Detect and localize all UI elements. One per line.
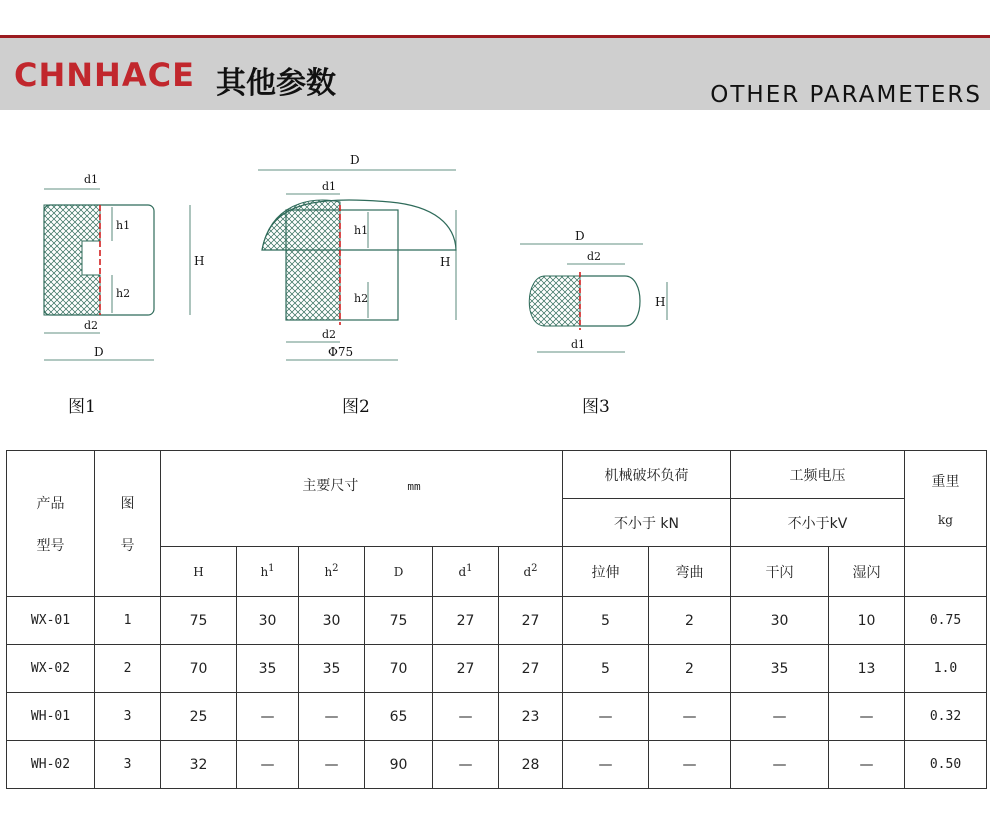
cell-dry: —	[731, 741, 829, 789]
header-weight-unit: kg	[938, 512, 953, 527]
cell-model: WX-02	[7, 645, 95, 693]
header-dims-unit: mm	[407, 480, 421, 493]
fig2-h2-label: h2	[354, 292, 369, 305]
header-weight-label: 重里	[931, 473, 960, 490]
col-tensile: 拉伸	[563, 547, 649, 597]
cell-tensile: —	[563, 693, 649, 741]
cell-H: 32	[161, 741, 237, 789]
header-model-line1: 产品	[36, 495, 65, 512]
cell-d2: 28	[499, 741, 563, 789]
cell-wet: —	[829, 693, 905, 741]
cell-d1: —	[433, 693, 499, 741]
header-figure-line2: 号	[120, 537, 135, 554]
header-volt-sub: 不小于kV	[731, 499, 905, 547]
col-h2-base: h	[324, 565, 333, 579]
cell-dry: —	[731, 693, 829, 741]
cell-H: 75	[161, 597, 237, 645]
col-d1-sup: 1	[466, 563, 473, 574]
figure-3	[505, 220, 685, 360]
fig1-h2-label: h2	[116, 287, 131, 300]
cell-h1: 30	[237, 597, 299, 645]
cell-tensile: 5	[563, 597, 649, 645]
cell-dry: 30	[731, 597, 829, 645]
brand-logo: CHNHACE	[14, 56, 195, 94]
cell-D: 65	[365, 693, 433, 741]
cell-D: 70	[365, 645, 433, 693]
cell-d2: 23	[499, 693, 563, 741]
col-h1-base: h	[260, 565, 269, 579]
fig2-phi-label: Φ75	[328, 345, 354, 359]
fig3-d1-label: d1	[571, 338, 586, 351]
table-row	[7, 693, 987, 741]
col-d1	[433, 547, 499, 597]
col-H: H	[161, 547, 237, 597]
cell-D: 90	[365, 741, 433, 789]
header-weight	[905, 451, 987, 547]
cell-model: WH-01	[7, 693, 95, 741]
cell-bending: 2	[649, 597, 731, 645]
header-model-line2: 型号	[36, 537, 65, 554]
cell-d2: 27	[499, 645, 563, 693]
col-h2-sup: 2	[332, 563, 339, 574]
figure-2	[250, 150, 470, 375]
cell-weight: 0.50	[905, 741, 987, 789]
cell-fig: 2	[95, 645, 161, 693]
fig1-d1-label: d1	[84, 173, 99, 186]
table-row	[7, 645, 987, 693]
cell-tensile: —	[563, 741, 649, 789]
fig2-d2-label: d2	[322, 328, 337, 341]
header-load-sub: 不小于 kN	[563, 499, 731, 547]
col-d2-base: d	[523, 565, 532, 579]
table-row	[7, 597, 987, 645]
cell-h1: 35	[237, 645, 299, 693]
col-wet-flashover: 湿闪	[829, 547, 905, 597]
section-title-en: OTHER PARAMETERS	[710, 82, 982, 108]
table-row	[7, 741, 987, 789]
header-main-dimensions	[161, 451, 563, 547]
cell-model: WX-01	[7, 597, 95, 645]
cell-fig: 1	[95, 597, 161, 645]
cell-tensile: 5	[563, 645, 649, 693]
cell-bending: 2	[649, 645, 731, 693]
figure-3-caption: 图3	[582, 397, 610, 417]
fig1-D-label: D	[94, 345, 104, 359]
figure-1	[30, 165, 210, 375]
parameters-table	[6, 450, 987, 789]
header-figure-line1: 图	[120, 495, 135, 512]
cell-h2: 35	[299, 645, 365, 693]
cell-fig: 3	[95, 693, 161, 741]
section-title-cn: 其他参数	[216, 66, 336, 101]
cell-h2: 30	[299, 597, 365, 645]
cell-d1: 27	[433, 645, 499, 693]
fig1-H-label: H	[194, 254, 205, 268]
cell-wet: 10	[829, 597, 905, 645]
col-dry-flashover: 干闪	[731, 547, 829, 597]
cell-weight: 0.75	[905, 597, 987, 645]
col-d1-base: d	[458, 565, 467, 579]
cell-d2: 27	[499, 597, 563, 645]
cell-h2: —	[299, 741, 365, 789]
col-d2	[499, 547, 563, 597]
col-h2	[299, 547, 365, 597]
col-h1	[237, 547, 299, 597]
cell-h1: —	[237, 693, 299, 741]
cell-h2: —	[299, 693, 365, 741]
col-D: D	[365, 547, 433, 597]
header-power-freq-voltage: 工频电压	[731, 451, 905, 499]
col-h1-sup: 1	[268, 563, 275, 574]
cell-d1: —	[433, 741, 499, 789]
cell-model: WH-02	[7, 741, 95, 789]
cell-weight: 0.32	[905, 693, 987, 741]
col-weight-blank	[905, 547, 987, 597]
col-bending: 弯曲	[649, 547, 731, 597]
cell-bending: —	[649, 741, 731, 789]
cell-dry: 35	[731, 645, 829, 693]
fig3-H-label: H	[655, 295, 666, 309]
header-mech-load: 机械破坏负荷	[563, 451, 731, 499]
fig2-h1-label: h1	[354, 224, 369, 237]
header-model	[7, 451, 95, 597]
figure-1-caption: 图1	[68, 397, 96, 417]
cell-D: 75	[365, 597, 433, 645]
fig2-d1-label: d1	[322, 180, 337, 193]
cell-H: 70	[161, 645, 237, 693]
cell-weight: 1.0	[905, 645, 987, 693]
figure-2-caption: 图2	[342, 397, 370, 417]
cell-wet: —	[829, 741, 905, 789]
col-d2-sup: 2	[531, 563, 538, 574]
fig1-h1-label: h1	[116, 219, 131, 232]
header-dims-label: 主要尺寸	[302, 478, 359, 494]
cell-wet: 13	[829, 645, 905, 693]
cell-bending: —	[649, 693, 731, 741]
fig3-D-label: D	[575, 229, 585, 243]
cell-H: 25	[161, 693, 237, 741]
fig1-d2-label: d2	[84, 319, 99, 332]
fig2-D-label: D	[350, 153, 360, 167]
cell-d1: 27	[433, 597, 499, 645]
cell-h1: —	[237, 741, 299, 789]
fig3-d2-label: d2	[587, 250, 602, 263]
header-figure-no	[95, 451, 161, 597]
fig2-H-label: H	[440, 255, 451, 269]
cell-fig: 3	[95, 741, 161, 789]
